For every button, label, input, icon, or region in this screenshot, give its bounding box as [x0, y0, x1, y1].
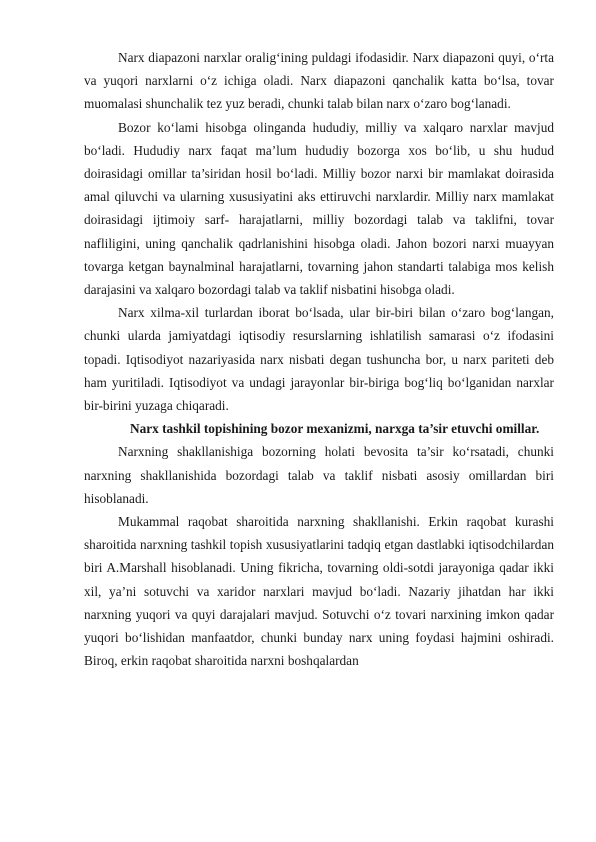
document-page [84, 46, 554, 672]
paragraph-perfect-competition: Mukammal raqobat sharoitida narxning shakllanishi. Erkin raqobat kurashi sharoitida narxning tashkil topish xususiyatlarini tadqiq etgan dastlabki iqtisodchilardan biri A.Marshall hisoblanadi. Uning fikricha, tovarning oldi-sotdi jarayoniga qadar ikki xil, ya’ni sotuvchi va xaridor narxlari mavjud bo‘ladi. Nazariy jihatdan har ikki narxning yuqori va quyi darajalari mavjud. Sotuvchi o‘z tovari narxining imkon qadar yuqori bo‘lishidan manfaatdor, chunki bunday narx uning foydasi hajmini oshiradi. Biroq, erkin raqobat sharoitida narxni boshqalardan [84, 514, 554, 669]
paragraph-price-parity: Narx xilma-xil turlardan iborat bo‘lsada, ular bir-biri bilan o‘zaro bog‘langan, chunki ularda jamiyatdagi iqtisodiy resurslarning ishlatilish samarasi o‘z ifodasini topadi. Iqtisodiyot nazariyasida narx nisbati degan tushuncha bor, u narx pariteti deb ham yuritiladi. Iqtisodiyot va undagi jarayonlar bir-biriga bog‘liq bo‘lganidan narxlar bir-birini yuzaga chiqaradi. [84, 305, 554, 414]
paragraph-price-range: Narx diapazoni narxlar oralig‘ining puldagi ifodasidir. Narx diapazoni quyi, o‘rta va yuqori narxlarni o‘z ichiga oladi. Narx diapazoni qanchalik katta bo‘lsa, tovar muomalasi shunchalik tez yuz beradi, chunki talab bilan narx o‘zaro bog‘lanadi. [84, 50, 554, 112]
paragraph-market-state: Narxning shakllanishiga bozorning holati bevosita ta’sir ko‘rsatadi, chunki narxning shakllanishida bozordagi talab va taklif nisbati asosiy omillardan biri hisoblanadi. [84, 444, 554, 506]
section-heading: Narx tashkil topishining bozor mexanizmi, narxga ta’sir etuvchi omillar. [130, 421, 540, 437]
paragraph-market-scope: Bozor ko‘lami hisobga olinganda hududiy, milliy va xalqaro narxlar mavjud bo‘ladi. Hududiy narx faqat ma’lum hududiy bozorga xos bo‘lib, u shu hudud doirasidagi omillar ta’siridan hosil bo‘ladi. Milliy bozor narxi bir mamlakat doirasida amal qiluvchi va ularning xususiyatini aks ettiruvchi narxlardir. Milliy narx mamlakat doirasidagi ijtimoiy sarf- harajatlarni, milliy bozordagi talab va taklifni, tovar nafliligini, uning qanchalik qadrlanishini hisobga oladi. Jahon bozori narxi muayyan tovarga ketgan baynalminal harajatlarni, tovarning jahon standarti talabiga mos kelish darajasini va xalqaro bozordagi talab va taklif nisbatini hisobga oladi. [84, 119, 554, 298]
